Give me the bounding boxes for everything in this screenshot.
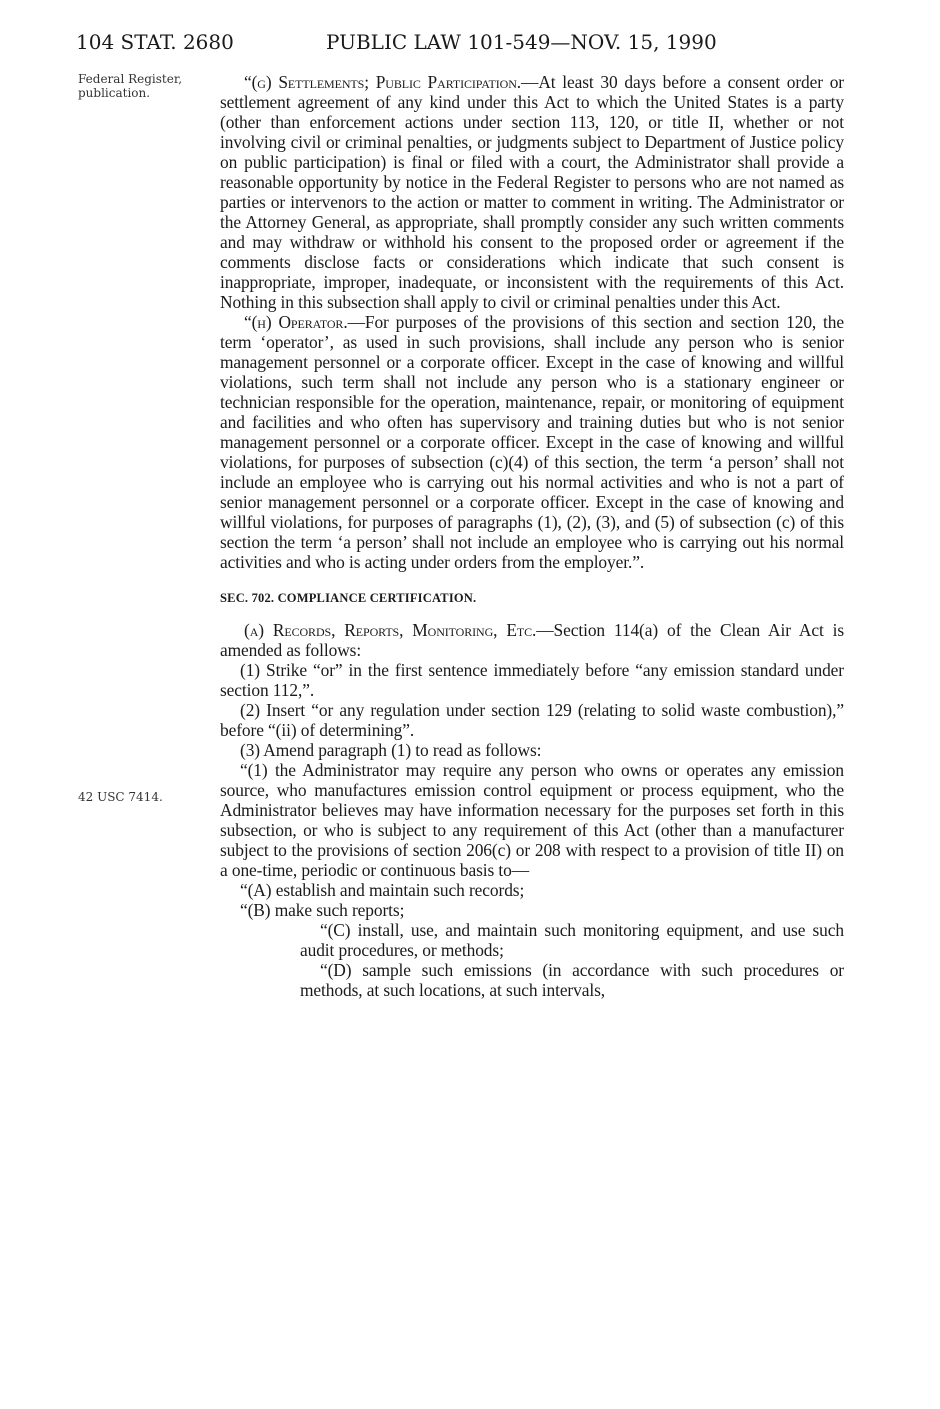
margin-note-federal-register: Federal Register, publication.	[78, 72, 183, 100]
quoted-subparagraph-c: “(C) install, use, and maintain such monitoring equipment, and use such audit procedures, or methods;	[300, 920, 844, 960]
subsection-g	[220, 72, 844, 312]
section-702-heading: SEC. 702. COMPLIANCE CERTIFICATION.	[220, 591, 477, 605]
stat-page-number: 104 STAT. 2680	[76, 30, 234, 54]
subsection-h-text: —For purposes of the provisions of this section and section 120, the term ‘operator’, as used in such provisions, shall include any person who is senior management personnel or a corporate officer. Except in the case of knowing and willful violations, such term shall not include any person who is a stationary engineer or technician responsible for the operation, maintenance, repair, or monitoring of equipment and facilities and who often has supervisory and training duties but who is not senior management personnel or a corporate officer. Except in the case of knowing and willful violations, for purposes of subsection (c)(4) of this section, the term ‘a person’ shall not include an employee who is carrying out his normal activities and who is not a part of senior management personnel or a corporate officer. Except in the case of knowing and willful violations, for purposes of paragraphs (1), (2), (3), and (5) of subsection (c) of this section the term ‘a person’ shall not include an employee who is carrying out his normal activities and who is acting under orders from the employer.”.	[220, 312, 844, 572]
page-header	[76, 30, 846, 60]
public-law-title: PUBLIC LAW 101-549—NOV. 15, 1990	[326, 30, 717, 54]
quoted-subparagraph-b: “(B) make such reports;	[240, 900, 405, 920]
quoted-subparagraph-a: “(A) establish and maintain such records;	[240, 880, 525, 900]
amendment-item-3: (3) Amend paragraph (1) to read as follows:	[240, 740, 542, 760]
subsection-g-text: —At least 30 days before a consent order or settlement agreement of any kind under this Act to which the United States is a party (other than enforcement actions under section 113, 120, or title II, whether or not involving civil or criminal penalties, or judgments subject to Department of Justice policy on public participation) is final or filed with a court, the Administrator shall provide a reasonable opportunity by notice in the Federal Register to persons who are not named as parties or intervenors to the action or matter to comment in writing. The Administrator or the Attorney General, as appropriate, shall promptly consider any such written comments and may withdraw or withhold his consent to the proposed order or agreement if the comments disclose facts or considerations which indicate that such consent is inappropriate, improper, inadequate, or inconsistent with the requirements of this Act. Nothing in this subsection shall apply to civil or criminal penalties under this Act.	[220, 72, 844, 312]
section-702-a-text: —Section 114(a) of the Clean Air Act is amended as follows:	[220, 620, 844, 660]
quoted-paragraph-1: “(1) the Administrator may require any person who owns or operates any emission source, who manufactures emission control equipment or process equipment, who the Administrator believes may have information necessary for the purposes set forth in this subsection, or who is subject to any requirement of this Act (other than a manufacturer subject to the provisions of section 206(c) or 208 with respect to a provision of title II) on a one-time, periodic or continuous basis to—	[220, 760, 844, 880]
subsection-g-heading: “(g) Settlements; Public Participation.	[244, 72, 522, 92]
subsection-h-heading: “(h) Operator.	[244, 312, 348, 332]
quoted-subparagraph-d: “(D) sample such emissions (in accordance with such procedures or methods, at such locations, at such intervals,	[300, 960, 844, 1000]
page-body	[220, 72, 844, 1000]
amendment-item-1: (1) Strike “or” in the first sentence immediately before “any emission standard under section 112,”.	[220, 660, 844, 700]
section-702-a	[220, 620, 844, 660]
section-702-a-heading: (a) Records, Reports, Monitoring, Etc.	[244, 620, 537, 640]
amendment-item-2: (2) Insert “or any regulation under section 129 (relating to solid waste combustion),” before “(ii) of determining”.	[220, 700, 844, 740]
margin-note-usc: 42 USC 7414.	[78, 790, 163, 804]
subsection-h	[220, 312, 844, 572]
